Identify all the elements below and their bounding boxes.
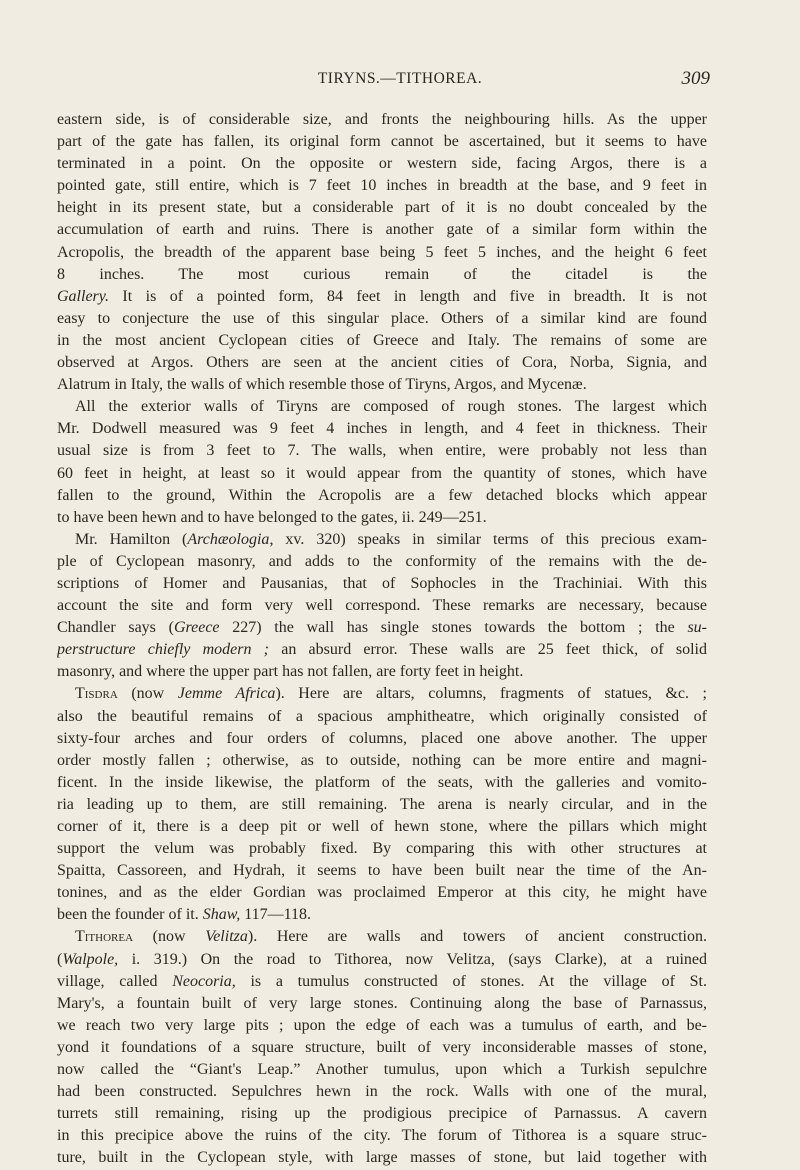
text-line	[57, 286, 707, 308]
text-run: Mr. Dodwell measured was 9 feet 4 inches in length, and 4 feet in thickness. Their	[57, 420, 707, 438]
small-caps-heading: Tithorea	[75, 928, 134, 946]
text-line	[57, 418, 707, 440]
text-line	[57, 728, 707, 750]
text-line	[57, 551, 707, 573]
body-text	[57, 109, 707, 1170]
text-run: ). Here are walls and towers of ancient construction.	[247, 928, 707, 946]
text-run: accumulation of earth and ruins. There is another gate of a similar form within the	[57, 221, 707, 239]
running-title: TIRYNS.—TITHOREA.	[317, 70, 483, 87]
text-run: Mary's, a fountain built of very large stones. Continuing along the base of Parnassus,	[57, 994, 707, 1012]
text-run: ). Here are altars, columns, fragments of statues, &c. ;	[275, 685, 707, 703]
text-run: Chandler says (	[57, 619, 174, 637]
text-line	[57, 926, 707, 948]
text-line	[57, 595, 707, 617]
text-run: yond it foundations of a square structure, built of very inconsiderable masses of stone,	[57, 1038, 707, 1056]
text-run: (now	[117, 685, 178, 703]
text-line	[57, 683, 707, 705]
text-run: 60 feet in height, at least so it would appear from the quantity of stones, which have	[57, 464, 707, 482]
italic-text: Gallery.	[57, 287, 109, 305]
text-line	[57, 838, 707, 860]
text-run: Mr. Hamilton (	[75, 530, 188, 548]
text-run: terminated in a point. On the opposite or western side, facing Argos, there is a	[57, 155, 707, 173]
text-run: is a tumulus constructed of stones. At the village of St.	[235, 972, 707, 990]
italic-text: Neocoria,	[172, 972, 236, 990]
text-line	[57, 175, 707, 197]
text-run: order mostly fallen ; otherwise, as to outside, nothing can be more entire and magni-	[57, 751, 707, 769]
italic-text: su-	[687, 619, 707, 637]
text-line	[57, 794, 707, 816]
text-run: we reach two very large pits ; upon the edge of each was a tumulus of earth, and be-	[57, 1016, 707, 1034]
text-line	[57, 1103, 707, 1125]
text-line	[57, 463, 707, 485]
text-line	[57, 573, 707, 595]
text-line	[57, 308, 707, 330]
italic-text: Walpole,	[62, 950, 119, 968]
text-line	[57, 971, 707, 993]
italic-text: Archæologia	[187, 530, 270, 548]
text-line	[57, 440, 707, 462]
text-line	[57, 131, 707, 153]
text-run: easy to conjecture the use of this singular place. Others of a similar kind are found	[57, 309, 707, 327]
text-line	[57, 1081, 707, 1103]
italic-text: Shaw,	[202, 906, 241, 924]
text-run: also the beautiful remains of a spacious amphitheatre, which originally consisted of	[57, 707, 707, 725]
text-run: fallen to the ground, Within the Acropolis are a few detached blocks which appear	[57, 486, 707, 504]
small-caps-heading: Tisdra	[75, 685, 118, 703]
text-line	[57, 1059, 707, 1081]
text-run: It is of a pointed form, 84 feet in length and five in breadth. It is not	[109, 287, 707, 305]
text-run: 8 inches. The most curious remain of the citadel is the	[57, 265, 707, 283]
text-run: All the exterior walls of Tiryns are composed of rough stones. The largest which	[75, 398, 707, 416]
text-run: , xv. 320) speaks in similar terms of this precious exam-	[269, 530, 707, 548]
text-run: height in its present state, but a considerable part of it is no doubt concealed by the	[57, 199, 707, 217]
italic-text: Velitza	[205, 928, 248, 946]
text-run: eastern side, is of considerable size, and fronts the neighbouring hills. As the upper	[57, 111, 707, 128]
text-line	[57, 109, 707, 131]
text-line	[57, 993, 707, 1015]
text-line	[57, 352, 707, 374]
text-run: ple of Cyclopean masonry, and adds to the conformity of the remains with the de-	[57, 552, 707, 570]
text-line	[57, 1037, 707, 1059]
text-run: in the most ancient Cyclopean cities of Greece and Italy. The remains of some are	[57, 331, 707, 349]
text-run: (now	[133, 928, 206, 946]
text-line	[57, 882, 707, 904]
text-run: been the founder of it.	[57, 906, 203, 924]
text-line	[57, 706, 707, 728]
text-line	[57, 750, 707, 772]
text-run: sixty-four arches and four orders of columns, placed one above another. The upper	[57, 729, 707, 747]
text-run: i. 319.) On the road to Tithorea, now Velitza, (says Clarke), at a ruined	[118, 950, 707, 968]
text-run: 227) the wall has single stones towards the bottom ; the	[219, 619, 688, 637]
paragraph	[57, 109, 707, 396]
text-run: in this precipice above the ruins of the city. The forum of Tithorea is a square struc-	[57, 1127, 707, 1145]
text-line	[57, 1015, 707, 1037]
text-run: 117—118.	[240, 906, 312, 924]
page-number: 309	[681, 68, 710, 89]
text-line	[57, 374, 707, 396]
running-head	[0, 70, 800, 94]
text-run: (	[57, 950, 63, 968]
text-line	[57, 153, 707, 175]
text-run: tonines, and as the elder Gordian was proclaimed Emperor at this city, he might have	[57, 884, 707, 902]
text-run: ture, built in the Cyclopean style, with large masses of stone, but laid together with	[57, 1149, 707, 1167]
text-run: scriptions of Homer and Pausanias, that of Sophocles in the Trachiniai. With this	[57, 574, 707, 592]
paragraph	[57, 529, 707, 684]
text-run: observed at Argos. Others are seen at the ancient cities of Cora, Norba, Signia, and	[57, 354, 707, 372]
text-line	[57, 507, 707, 529]
text-run: pointed gate, still entire, which is 7 feet 10 inches in breadth at the base, and 9 feet in	[57, 177, 707, 195]
text-line	[57, 661, 707, 683]
text-line	[57, 904, 707, 926]
text-line	[57, 816, 707, 838]
text-line	[57, 485, 707, 507]
text-run: village, called	[57, 972, 173, 990]
paragraph	[57, 396, 707, 529]
text-run: usual size is from 3 feet to 7. The walls, when entire, were probably not less than	[57, 442, 707, 460]
text-line	[57, 529, 707, 551]
text-run: Spaitta, Cassoreen, and Hydrah, it seems to have been built near the time of the An-	[57, 862, 707, 880]
text-run: to have been hewn and to have belonged to the gates, ii. 249—251.	[57, 508, 487, 526]
text-line	[57, 639, 707, 661]
paragraph	[57, 926, 707, 1169]
text-line	[57, 860, 707, 882]
text-run: corner of it, there is a deep pit or well of hewn stone, where the pillars which might	[57, 818, 707, 835]
text-line	[57, 772, 707, 794]
text-run: turrets still remaining, rising up the prodigious precipice of Parnassus. A cavern	[57, 1105, 707, 1123]
text-line	[57, 1125, 707, 1147]
text-run: an absurd error. These walls are 25 feet thick, of solid	[269, 641, 707, 659]
paragraph	[57, 683, 707, 926]
text-line	[57, 197, 707, 219]
text-line	[57, 617, 707, 639]
text-line	[57, 1147, 707, 1169]
italic-text: Greece	[173, 619, 220, 637]
text-line	[57, 396, 707, 418]
text-run: part of the gate has fallen, its original form cannot be ascertained, but it seems to have	[57, 133, 707, 151]
text-line	[57, 330, 707, 352]
text-run: ria leading up to them, are still remaining. The arena is nearly circular, and in the	[57, 795, 707, 813]
text-line	[57, 219, 707, 241]
italic-text: Jemme Africa	[177, 685, 276, 703]
text-line	[57, 242, 707, 264]
text-run: Acropolis, the breadth of the apparent base being 5 feet 5 inches, and the height 6 feet	[57, 243, 707, 261]
text-run: Alatrum in Italy, the walls of which resemble those of Tiryns, Argos, and Mycenæ.	[57, 376, 587, 394]
text-run: account the site and form very well correspond. These remarks are necessary, because	[57, 597, 707, 615]
text-line	[57, 264, 707, 286]
text-line	[57, 949, 707, 971]
text-run: now called the “Giant's Leap.” Another tumulus, upon which a Turkish sepulchre	[57, 1061, 707, 1079]
text-run: masonry, and where the upper part has not fallen, are forty feet in height.	[57, 663, 524, 681]
text-run: had been constructed. Sepulchres hewn in the rock. Walls with one of the mural,	[57, 1083, 707, 1101]
text-run: ficent. In the inside likewise, the platform of the seats, with the galleries and vomito-	[57, 773, 707, 791]
text-run: support the velum was probably fixed. By comparing this with other structures at	[57, 840, 707, 858]
italic-text: perstructure chiefly modern ;	[57, 641, 270, 659]
